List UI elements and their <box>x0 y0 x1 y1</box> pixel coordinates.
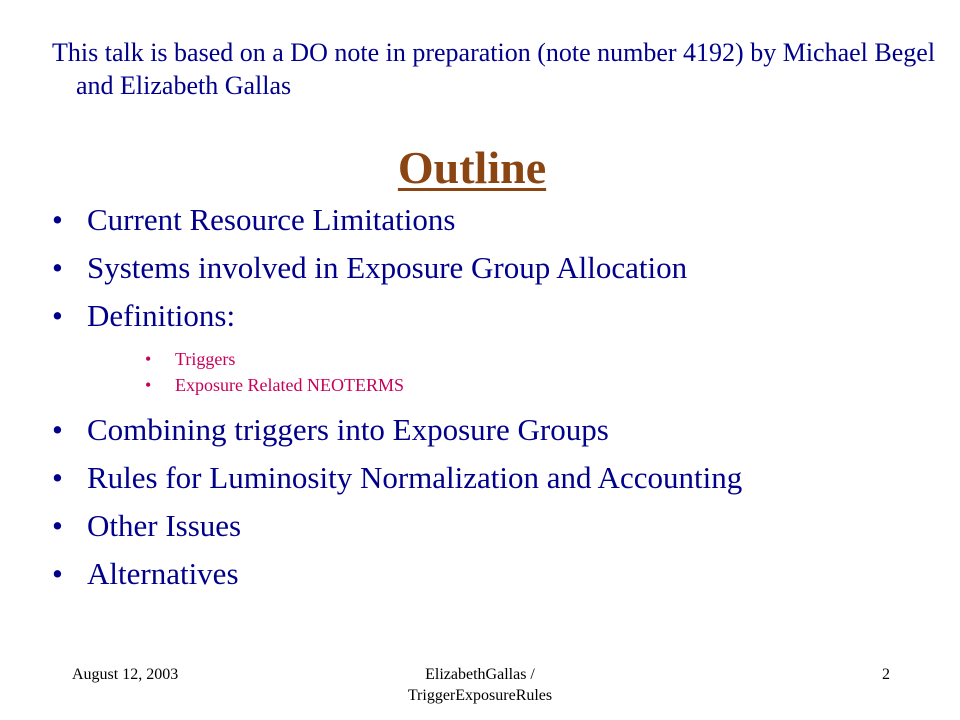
outline-item <box>52 196 932 244</box>
outline-item <box>52 244 932 292</box>
outline-sub-item <box>52 346 932 372</box>
bullet-icon: • <box>52 556 63 591</box>
outline-list <box>52 196 932 598</box>
outline-item <box>52 550 932 598</box>
bullet-icon: • <box>52 250 63 285</box>
outline-item-label: Other Issues <box>87 508 242 543</box>
outline-sub-item <box>52 372 932 398</box>
outline-item-label: Combining triggers into Exposure Groups <box>87 412 609 447</box>
footer-date: August 12, 2003 <box>72 666 179 683</box>
sub-bullet-icon: • <box>145 375 152 395</box>
outline-sub-item-label: Exposure Related NEOTERMS <box>175 375 404 395</box>
bullet-icon: • <box>52 202 63 237</box>
outline-item <box>52 292 932 340</box>
outline-sub-item-label: Triggers <box>175 349 236 369</box>
footer-author-line1: ElizabethGallas / <box>425 666 535 683</box>
outline-item-label: Alternatives <box>87 556 239 591</box>
outline-item-label: Rules for Luminosity Normalization and Accounting <box>87 460 743 495</box>
footer-author-line2: TriggerExposureRules <box>407 687 553 704</box>
slide-title: Outline <box>397 142 547 193</box>
outline-item-label: Current Resource Limitations <box>87 202 456 237</box>
page-number: 2 <box>882 666 890 683</box>
bullet-icon: • <box>52 460 63 495</box>
outline-item-label: Definitions: <box>87 298 236 333</box>
sub-bullet-icon: • <box>145 349 152 369</box>
outline-item <box>52 406 932 454</box>
bullet-icon: • <box>52 298 63 333</box>
bullet-icon: • <box>52 508 63 543</box>
outline-item <box>52 502 932 550</box>
outline-item-label: Systems involved in Exposure Group Allocation <box>87 250 688 285</box>
outline-item <box>52 454 932 502</box>
intro-text: This talk is based on a DO note in preparation (note number 4192) by Michael Begel and Elizabeth Gallas <box>52 38 936 100</box>
bullet-icon: • <box>52 412 63 447</box>
footer-author <box>330 664 630 706</box>
